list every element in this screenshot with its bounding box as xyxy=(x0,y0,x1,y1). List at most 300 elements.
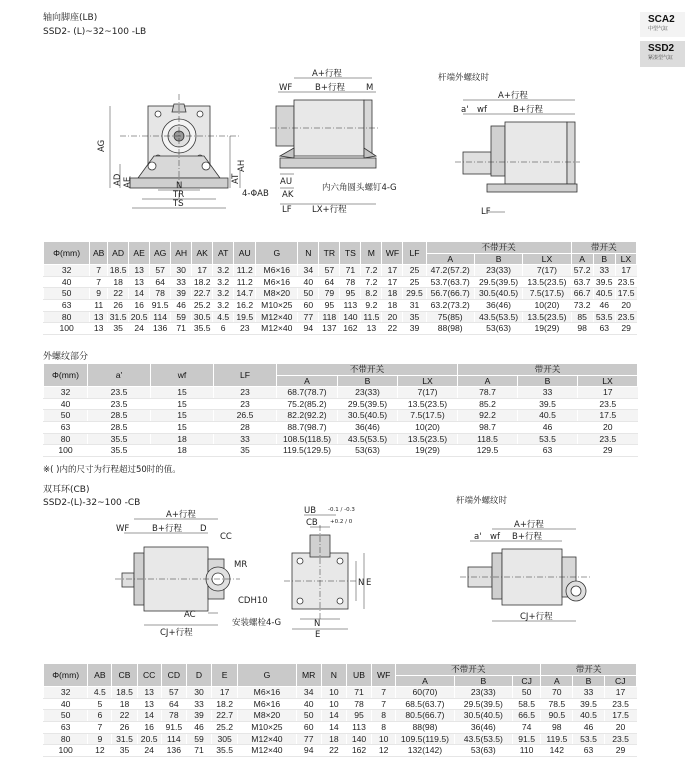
table-cell: 88.7(98.7) xyxy=(277,421,338,433)
table-cell: 25.2 xyxy=(212,721,238,733)
table-cell: 30.5(40.5) xyxy=(454,710,512,722)
sub-header: A xyxy=(426,253,474,265)
cb-ext-dim-wf: wf xyxy=(490,532,500,542)
table-cell: 75.2(85.2) xyxy=(277,398,338,410)
table-cell: 13 xyxy=(90,311,108,323)
table-cell: 13 xyxy=(129,276,150,288)
table-cell: 78.7 xyxy=(458,387,518,399)
table-cell: 15 xyxy=(151,387,214,399)
cb-cb-tolerance: +0.2 / 0 xyxy=(330,519,353,525)
table-cell: 26 xyxy=(112,721,137,733)
table-cell: 17.5 xyxy=(604,710,636,722)
table-cell: 113 xyxy=(346,721,371,733)
table-cell: 5 xyxy=(88,698,112,710)
table-cell: 82.2(92.2) xyxy=(277,410,338,422)
table-cell: 23.5 xyxy=(615,276,636,288)
table-cell: 7(17) xyxy=(523,265,571,277)
table-cell: 36(46) xyxy=(454,721,512,733)
table-cell: 78 xyxy=(161,710,186,722)
cb-dim-ac: AC xyxy=(184,610,196,620)
table-cell: 7 xyxy=(88,721,112,733)
lb-dim-a: A+行程 xyxy=(312,69,342,79)
sub-header: LX xyxy=(523,253,571,265)
table-cell: 3.2 xyxy=(213,265,234,277)
sub-header: B xyxy=(474,253,522,265)
table-cell: 85.2 xyxy=(458,398,518,410)
table-cell: 129.5 xyxy=(458,445,518,457)
lb-dim-au: AU xyxy=(280,177,293,187)
table-cell: 108.5(118.5) xyxy=(277,433,338,445)
table-cell: 53.5 xyxy=(593,311,615,323)
table-cell: 29 xyxy=(578,445,638,457)
cb-dim-n-bottom: N xyxy=(314,619,321,629)
table-cell: 35 xyxy=(214,445,277,457)
table-cell: 8.2 xyxy=(361,288,382,300)
lb-bolt-label: 内六角圆头螺钉4-G xyxy=(322,183,397,193)
table-cell: M6×16 xyxy=(256,276,298,288)
table-cell: 17.5 xyxy=(615,288,636,300)
cb-dim-mr: MR xyxy=(234,560,248,570)
table-cell: 80.5(66.7) xyxy=(396,710,454,722)
sub-header: LX xyxy=(578,375,638,387)
table-cell: 57 xyxy=(319,265,340,277)
table-cell: M10×25 xyxy=(256,299,298,311)
table-cell: 29.5(39.5) xyxy=(454,698,512,710)
table-cell: 34 xyxy=(296,687,321,699)
table-cell: M12×40 xyxy=(256,323,298,335)
bore-size-cell: 100 xyxy=(44,323,90,335)
cb-dim-wf: WF xyxy=(116,524,130,534)
lb-ext-view xyxy=(455,100,580,212)
col-header: M xyxy=(361,242,382,265)
side-tab-code: SSD2 xyxy=(648,43,675,54)
col-header: CC xyxy=(137,664,161,687)
table-cell: 142 xyxy=(541,745,573,757)
bore-size-cell: 80 xyxy=(44,733,88,745)
table-cell: 24 xyxy=(137,745,161,757)
table-cell: 46 xyxy=(171,299,192,311)
table-cell: 95 xyxy=(340,288,361,300)
ext-thread-title: 外螺纹部分 xyxy=(43,352,89,362)
table-row xyxy=(44,421,638,433)
cb-ext-dim-cj: CJ+行程 xyxy=(520,612,553,622)
bore-size-cell: 80 xyxy=(44,433,88,445)
table-cell: 20 xyxy=(382,311,403,323)
table-cell: 7.5(17.5) xyxy=(523,288,571,300)
col-header: Φ(mm) xyxy=(44,664,88,687)
lb-dim-wf: WF xyxy=(279,83,293,93)
table-cell: 58.5 xyxy=(513,698,541,710)
col-header: WF xyxy=(382,242,403,265)
cb-dim-cc: CC xyxy=(220,532,232,542)
table-cell: 35.5 xyxy=(88,433,151,445)
table-cell: 39 xyxy=(403,323,426,335)
table-cell: 22 xyxy=(112,710,137,722)
table-cell: 114 xyxy=(161,733,186,745)
dim-ah: AH xyxy=(237,159,247,172)
table-cell: 20 xyxy=(604,721,636,733)
table-cell: 40.5 xyxy=(573,710,604,722)
dim-ad: AD xyxy=(113,173,123,186)
table-cell: 18 xyxy=(112,698,137,710)
table-cell: 64 xyxy=(319,276,340,288)
table-cell: 110 xyxy=(513,745,541,757)
sub-header: A xyxy=(277,375,338,387)
bore-size-cell: 50 xyxy=(44,710,88,722)
table-row xyxy=(44,445,638,457)
bore-size-cell: 50 xyxy=(44,288,90,300)
table-cell: 29 xyxy=(604,745,636,757)
table-cell: 119.5(129.5) xyxy=(277,445,338,457)
table-cell: 50 xyxy=(296,710,321,722)
dim-at: AT xyxy=(231,173,241,184)
table-cell: 7 xyxy=(372,687,396,699)
table-row xyxy=(44,698,637,710)
table-cell: 71 xyxy=(171,323,192,335)
table-cell: 22.7 xyxy=(192,288,213,300)
col-header: AB xyxy=(90,242,108,265)
side-tab-sca2[interactable] xyxy=(640,12,685,38)
table-row xyxy=(44,687,637,699)
table-cell: 23.5 xyxy=(578,433,638,445)
bore-size-cell: 63 xyxy=(44,299,90,311)
table-cell: 6 xyxy=(88,710,112,722)
table-cell: 136 xyxy=(150,323,171,335)
table-cell: 18 xyxy=(382,288,403,300)
group-header-switch: 带开关 xyxy=(541,664,637,676)
table-cell: 53(63) xyxy=(474,323,522,335)
table-cell: 74 xyxy=(513,721,541,733)
lb-dim-ak: AK xyxy=(282,190,294,200)
cb-dim-cj: CJ+行程 xyxy=(160,628,193,638)
table-cell: 31 xyxy=(403,299,426,311)
table-cell: 34 xyxy=(298,265,319,277)
table-cell: 23(33) xyxy=(338,387,398,399)
table-row xyxy=(44,410,638,422)
table-cell: 33 xyxy=(171,276,192,288)
side-tab-ssd2[interactable] xyxy=(640,41,685,68)
table-cell: 79 xyxy=(319,288,340,300)
col-header: AE xyxy=(129,242,150,265)
table-cell: 20 xyxy=(615,299,636,311)
sub-header: A xyxy=(571,253,593,265)
bore-size-cell: 80 xyxy=(44,311,90,323)
lb-ext-dim-aprime: a' xyxy=(461,105,469,115)
cb-dim-n-side: N xyxy=(358,578,365,588)
table-cell: 19(29) xyxy=(523,323,571,335)
table-cell: 19(29) xyxy=(398,445,458,457)
table-cell: 64 xyxy=(150,276,171,288)
table-cell: 18 xyxy=(108,276,129,288)
table-cell: 78.5 xyxy=(541,698,573,710)
table-cell: 23.5 xyxy=(604,733,636,745)
bore-size-cell: 40 xyxy=(44,398,88,410)
lb-spec-table xyxy=(43,241,637,335)
table-cell: 75(85) xyxy=(426,311,474,323)
cb-ext-dim-b: B+行程 xyxy=(512,532,542,542)
table-cell: 118.5 xyxy=(458,433,518,445)
lb-dim-m: M xyxy=(366,83,374,93)
table-cell: 70 xyxy=(541,687,573,699)
bore-size-cell: 50 xyxy=(44,410,88,422)
table-cell: 40 xyxy=(296,698,321,710)
table-cell: 91.5 xyxy=(161,721,186,733)
table-row xyxy=(44,288,637,300)
table-row xyxy=(44,721,637,733)
group-header-switch: 带开关 xyxy=(458,364,638,376)
table-cell: 91.5 xyxy=(150,299,171,311)
table-cell: 63 xyxy=(593,323,615,335)
sub-header: A xyxy=(458,375,518,387)
table-cell: 53.5 xyxy=(573,733,604,745)
table-cell: 22 xyxy=(321,745,346,757)
table-cell: 23.5 xyxy=(578,398,638,410)
table-cell: 66.5 xyxy=(513,710,541,722)
table-cell: 132(142) xyxy=(396,745,454,757)
table-cell: 40.5 xyxy=(518,410,578,422)
table-cell: 17 xyxy=(578,387,638,399)
table-cell: 40 xyxy=(298,276,319,288)
table-cell: 95 xyxy=(346,710,371,722)
table-cell: 63.2(73.2) xyxy=(426,299,474,311)
table-cell: 57 xyxy=(161,687,186,699)
col-header: CB xyxy=(112,664,137,687)
col-header: Φ(mm) xyxy=(44,364,88,387)
table-cell: 14 xyxy=(321,710,346,722)
sub-header: B xyxy=(593,253,615,265)
table-cell: 77 xyxy=(296,733,321,745)
table-cell: 57.2 xyxy=(571,265,593,277)
table-cell: 18.5 xyxy=(112,687,137,699)
col-header: G xyxy=(238,664,296,687)
table-cell: 94 xyxy=(298,323,319,335)
table-cell: 53.5 xyxy=(518,433,578,445)
dim-ag: AG xyxy=(97,139,107,152)
table-cell: 33 xyxy=(186,698,211,710)
table-cell: 35 xyxy=(108,323,129,335)
table-cell: 39.5 xyxy=(593,276,615,288)
lb-dim-lf: LF xyxy=(282,205,292,215)
table-cell: 162 xyxy=(340,323,361,335)
table-cell: 36(46) xyxy=(338,421,398,433)
table-cell: 29 xyxy=(615,323,636,335)
bore-size-cell: 32 xyxy=(44,387,88,399)
table-cell: 68.7(78.7) xyxy=(277,387,338,399)
table-cell: 118 xyxy=(319,311,340,323)
table-row xyxy=(44,276,637,288)
sub-header: A xyxy=(541,675,573,687)
col-header: E xyxy=(212,664,238,687)
col-header: MR xyxy=(296,664,321,687)
cb-dim-e-bottom: E xyxy=(315,630,321,640)
lb-ext-label: 杆端外螺纹时 xyxy=(438,73,490,83)
lb-ext-dim-lf: LF xyxy=(481,207,491,217)
table-cell: 25.2 xyxy=(192,299,213,311)
lb-ext-dim-a: A+行程 xyxy=(498,91,528,101)
table-cell: 162 xyxy=(346,745,371,757)
table-cell: 46 xyxy=(518,421,578,433)
table-cell: 78 xyxy=(346,698,371,710)
table-cell: M8×20 xyxy=(256,288,298,300)
table-cell: 15 xyxy=(151,398,214,410)
table-cell: 29.5(39.5) xyxy=(474,276,522,288)
bore-size-cell: 63 xyxy=(44,421,88,433)
table-cell: 98 xyxy=(541,721,573,733)
cb-ext-dim-a: A+行程 xyxy=(514,520,544,530)
table-cell: 98 xyxy=(571,323,593,335)
table-cell: 9.2 xyxy=(361,299,382,311)
table-cell: 13.5(23.5) xyxy=(398,433,458,445)
table-cell: 98.7 xyxy=(458,421,518,433)
table-cell: 36(46) xyxy=(474,299,522,311)
table-cell: 71 xyxy=(186,745,211,757)
table-cell: 19.5 xyxy=(234,311,256,323)
side-tab-sub: 中型气缸 xyxy=(648,26,669,32)
table-cell: 29.5 xyxy=(403,288,426,300)
table-cell: 14 xyxy=(137,710,161,722)
table-cell: 95 xyxy=(319,299,340,311)
col-header: Φ(mm) xyxy=(44,242,90,265)
table-cell: 23.5 xyxy=(604,698,636,710)
table-cell: 30.5(40.5) xyxy=(338,410,398,422)
dim-tr: TR xyxy=(173,190,185,200)
bore-size-cell: 100 xyxy=(44,445,88,457)
table-cell: 40.5 xyxy=(593,288,615,300)
table-cell: 39 xyxy=(186,710,211,722)
table-cell: 88(98) xyxy=(396,721,454,733)
table-cell: 17.5 xyxy=(578,410,638,422)
table-cell: 23 xyxy=(234,323,256,335)
bore-size-cell: 63 xyxy=(44,721,88,733)
table-cell: M8×20 xyxy=(238,710,296,722)
table-cell: 15 xyxy=(151,421,214,433)
table-cell: 17 xyxy=(604,687,636,699)
table-cell: 14 xyxy=(129,288,150,300)
cb-model: SSD2-(L)-32~100 -CB xyxy=(43,498,141,508)
table-cell: 13 xyxy=(137,687,161,699)
sub-header: CJ xyxy=(604,675,636,687)
table-cell: 7 xyxy=(90,265,108,277)
table-cell: 3.2 xyxy=(213,299,234,311)
table-cell: 91.5 xyxy=(513,733,541,745)
bore-size-cell: 40 xyxy=(44,698,88,710)
table-cell: 78 xyxy=(150,288,171,300)
table-cell: 92.2 xyxy=(458,410,518,422)
bore-size-cell: 40 xyxy=(44,276,90,288)
dim-ae: AE xyxy=(123,176,133,188)
table-cell: 53.7(63.7) xyxy=(426,276,474,288)
table-cell: 8 xyxy=(372,721,396,733)
table-cell: 14 xyxy=(321,721,346,733)
table-cell: 20.5 xyxy=(129,311,150,323)
table-cell: 9 xyxy=(88,733,112,745)
table-cell: 137 xyxy=(319,323,340,335)
dim-n: N xyxy=(176,181,183,191)
table-cell: 7.5(17.5) xyxy=(398,410,458,422)
table-cell: 59 xyxy=(171,311,192,323)
lb-title: 轴向脚座(LB) xyxy=(43,13,98,23)
col-header: UB xyxy=(346,664,371,687)
table-cell: 31.5 xyxy=(108,311,129,323)
table-cell: 43.5(53.5) xyxy=(338,433,398,445)
table-cell: 33 xyxy=(593,265,615,277)
col-header: AT xyxy=(213,242,234,265)
table-cell: 3.2 xyxy=(213,288,234,300)
table-row xyxy=(44,398,638,410)
table-cell: 46 xyxy=(593,299,615,311)
table-cell: 28.5 xyxy=(88,410,151,422)
table-row xyxy=(44,323,637,335)
sub-header: B xyxy=(573,675,604,687)
table-cell: 109.5(119.5) xyxy=(396,733,454,745)
table-cell: 46 xyxy=(573,721,604,733)
table-cell: M6×16 xyxy=(256,265,298,277)
col-header: TR xyxy=(319,242,340,265)
table-cell: 305 xyxy=(212,733,238,745)
table-cell: 39.5 xyxy=(518,398,578,410)
table-cell: 6 xyxy=(213,323,234,335)
table-cell: M12×40 xyxy=(238,733,296,745)
table-cell: 18.5 xyxy=(108,265,129,277)
table-cell: 24 xyxy=(129,323,150,335)
group-header-switch: 带开关 xyxy=(571,242,636,254)
table-cell: 9 xyxy=(90,288,108,300)
table-cell: 29.5(39.5) xyxy=(338,398,398,410)
table-cell: 15 xyxy=(151,410,214,422)
col-header: AB xyxy=(88,664,112,687)
table-cell: 10 xyxy=(321,698,346,710)
sub-header: LX xyxy=(615,253,636,265)
table-cell: 23 xyxy=(214,387,277,399)
table-cell: 18.2 xyxy=(192,276,213,288)
table-cell: 17 xyxy=(382,265,403,277)
table-cell: 4.5 xyxy=(88,687,112,699)
bore-size-cell: 100 xyxy=(44,745,88,757)
table-cell: 8 xyxy=(372,710,396,722)
table-cell: 28.5 xyxy=(88,421,151,433)
table-cell: 10 xyxy=(372,733,396,745)
col-header: N xyxy=(321,664,346,687)
cb-drawing xyxy=(100,495,640,645)
table-cell: 20.5 xyxy=(137,733,161,745)
table-cell: 43.5(53.5) xyxy=(454,733,512,745)
group-header-no-switch: 不带开关 xyxy=(277,364,458,376)
col-header: TS xyxy=(340,242,361,265)
lb-ext-dim-wf: wf xyxy=(477,105,487,115)
table-row xyxy=(44,387,638,399)
table-cell: 13 xyxy=(90,323,108,335)
table-cell: 25 xyxy=(403,265,426,277)
table-cell: 50 xyxy=(513,687,541,699)
table-cell: 22 xyxy=(108,288,129,300)
sub-header: LX xyxy=(398,375,458,387)
table-cell: M12×40 xyxy=(256,311,298,323)
table-cell: 39.5 xyxy=(573,698,604,710)
table-cell: 64 xyxy=(161,698,186,710)
table-cell: 25 xyxy=(403,276,426,288)
stroke-note: ※( )内的尺寸为行程超过50时的值。 xyxy=(43,465,181,475)
sub-header: B xyxy=(518,375,578,387)
table-cell: 33 xyxy=(573,687,604,699)
table-cell: 22.7 xyxy=(212,710,238,722)
table-row xyxy=(44,733,637,745)
lb-model: SSD2- (L)~32~100 -LB xyxy=(43,27,147,37)
table-cell: 14.7 xyxy=(234,288,256,300)
table-cell: 88(98) xyxy=(426,323,474,335)
cb-dim-e-side: E xyxy=(366,578,372,588)
table-cell: 23(33) xyxy=(454,687,512,699)
col-header: AK xyxy=(192,242,213,265)
